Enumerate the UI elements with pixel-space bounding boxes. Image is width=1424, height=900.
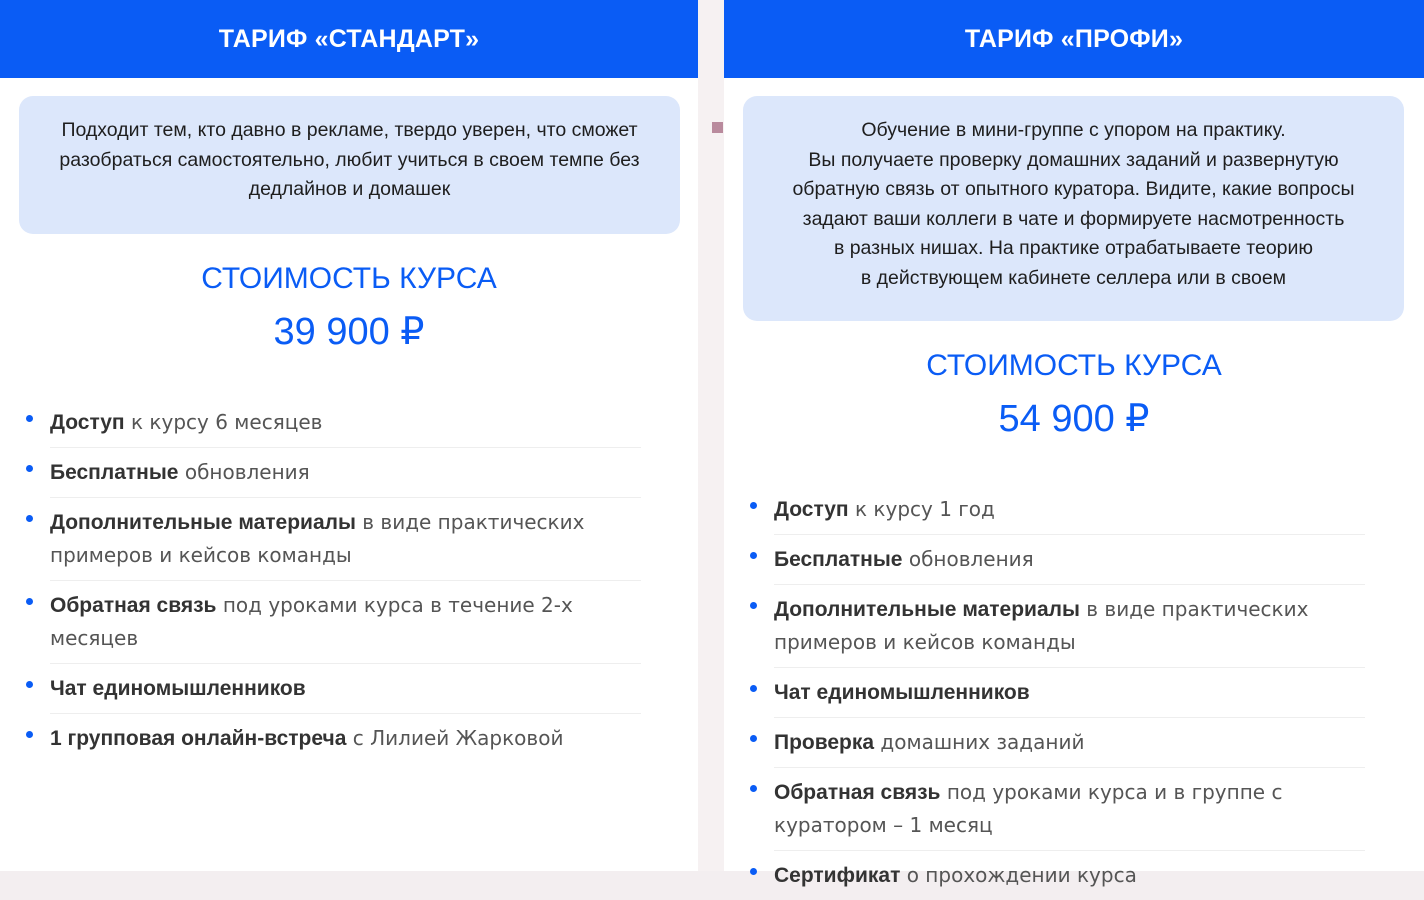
bullet-icon [750, 868, 757, 875]
feature-item [774, 668, 1365, 718]
feature-text: обновления [902, 547, 1034, 571]
feature-highlight: Дополнительные материалы [50, 511, 356, 534]
feature-item [50, 714, 641, 763]
bullet-icon [26, 681, 33, 688]
feature-item [774, 485, 1365, 535]
feature-highlight: Бесплатные [50, 461, 179, 484]
feature-item [774, 718, 1365, 768]
feature-highlight: Сертификат [774, 864, 901, 887]
tariff-title: ТАРИФ «ПРОФИ» [724, 0, 1424, 78]
description-line: дедлайнов и домашек [248, 178, 451, 200]
feature-highlight: Бесплатные [774, 548, 903, 571]
description-line: обратную связь от опытного куратора. Видите, какие вопросы [792, 178, 1355, 200]
feature-highlight: Обратная связь [774, 781, 941, 804]
feature-list [50, 398, 641, 763]
price-label: СТОИМОСТЬ КУРСА [201, 262, 497, 295]
description-line: разобраться самостоятельно, любит учиться в своем темпе без [59, 148, 640, 171]
feature-item [774, 768, 1365, 851]
bullet-icon [26, 415, 33, 422]
feature-item [50, 398, 641, 448]
divider-marker [712, 122, 723, 133]
feature-item [50, 448, 641, 498]
price-value: 39 900 ₽ [273, 311, 425, 353]
description-line: в разных нишах. На практике отрабатываете теорию [833, 237, 1314, 259]
description-line: задают ваши коллеги в чате и формируете насмотренность [802, 207, 1345, 230]
bullet-icon [750, 685, 757, 692]
bullet-icon [750, 552, 757, 559]
feature-highlight: Доступ [774, 498, 849, 521]
bullet-icon [750, 735, 757, 742]
bullet-icon [750, 785, 757, 792]
description-line: Вы получаете проверку домашних заданий и развернутую [808, 148, 1339, 171]
feature-item [774, 585, 1365, 668]
tariff-title: ТАРИФ «СТАНДАРТ» [0, 0, 698, 78]
feature-highlight: Обратная связь [50, 594, 217, 617]
feature-item [774, 535, 1365, 585]
feature-text: под уроками курса и в группе с куратором – 1 месяц [774, 780, 1283, 837]
feature-item [50, 498, 641, 581]
feature-text: о прохождении курса [900, 863, 1137, 887]
tariff-description [743, 96, 1404, 321]
feature-item [774, 851, 1365, 900]
feature-highlight: Чат единомышленников [774, 681, 1030, 704]
feature-text: домашних заданий [874, 730, 1085, 754]
bullet-icon [26, 598, 33, 605]
feature-highlight: Доступ [50, 411, 125, 434]
bullet-icon [750, 602, 757, 609]
feature-text: обновления [178, 460, 310, 484]
feature-highlight: Проверка [774, 731, 875, 754]
price-value: 54 900 ₽ [998, 398, 1150, 440]
feature-item [50, 581, 641, 664]
feature-item [50, 664, 641, 714]
tariff-card-standard [0, 0, 698, 871]
bullet-icon [26, 465, 33, 472]
bullet-icon [26, 515, 33, 522]
feature-text: к курсу 1 год [848, 497, 995, 521]
feature-text: в виде практических примеров и кейсов команды [50, 510, 585, 567]
feature-highlight: 1 групповая онлайн-встреча [50, 727, 347, 750]
description-line: в действующем кабинете селлера или в своем [860, 266, 1287, 289]
feature-text: с Лилией Жарковой [346, 726, 564, 750]
feature-list [774, 485, 1365, 900]
feature-text: в виде практических примеров и кейсов команды [774, 597, 1309, 654]
feature-highlight: Дополнительные материалы [774, 598, 1080, 621]
tariff-card-profi [724, 0, 1424, 887]
tariff-description [19, 96, 680, 234]
feature-highlight: Чат единомышленников [50, 677, 306, 700]
description-line: Обучение в мини-группе с упором на практику. [861, 119, 1286, 141]
description-line: Подходит тем, кто давно в рекламе, твердо уверен, что сможет [61, 119, 638, 141]
feature-text: к курсу 6 месяцев [124, 410, 323, 434]
bullet-icon [750, 502, 757, 509]
price-label: СТОИМОСТЬ КУРСА [926, 349, 1222, 382]
feature-text: под уроками курса в течение 2-х месяцев [50, 593, 573, 650]
bullet-icon [26, 731, 33, 738]
